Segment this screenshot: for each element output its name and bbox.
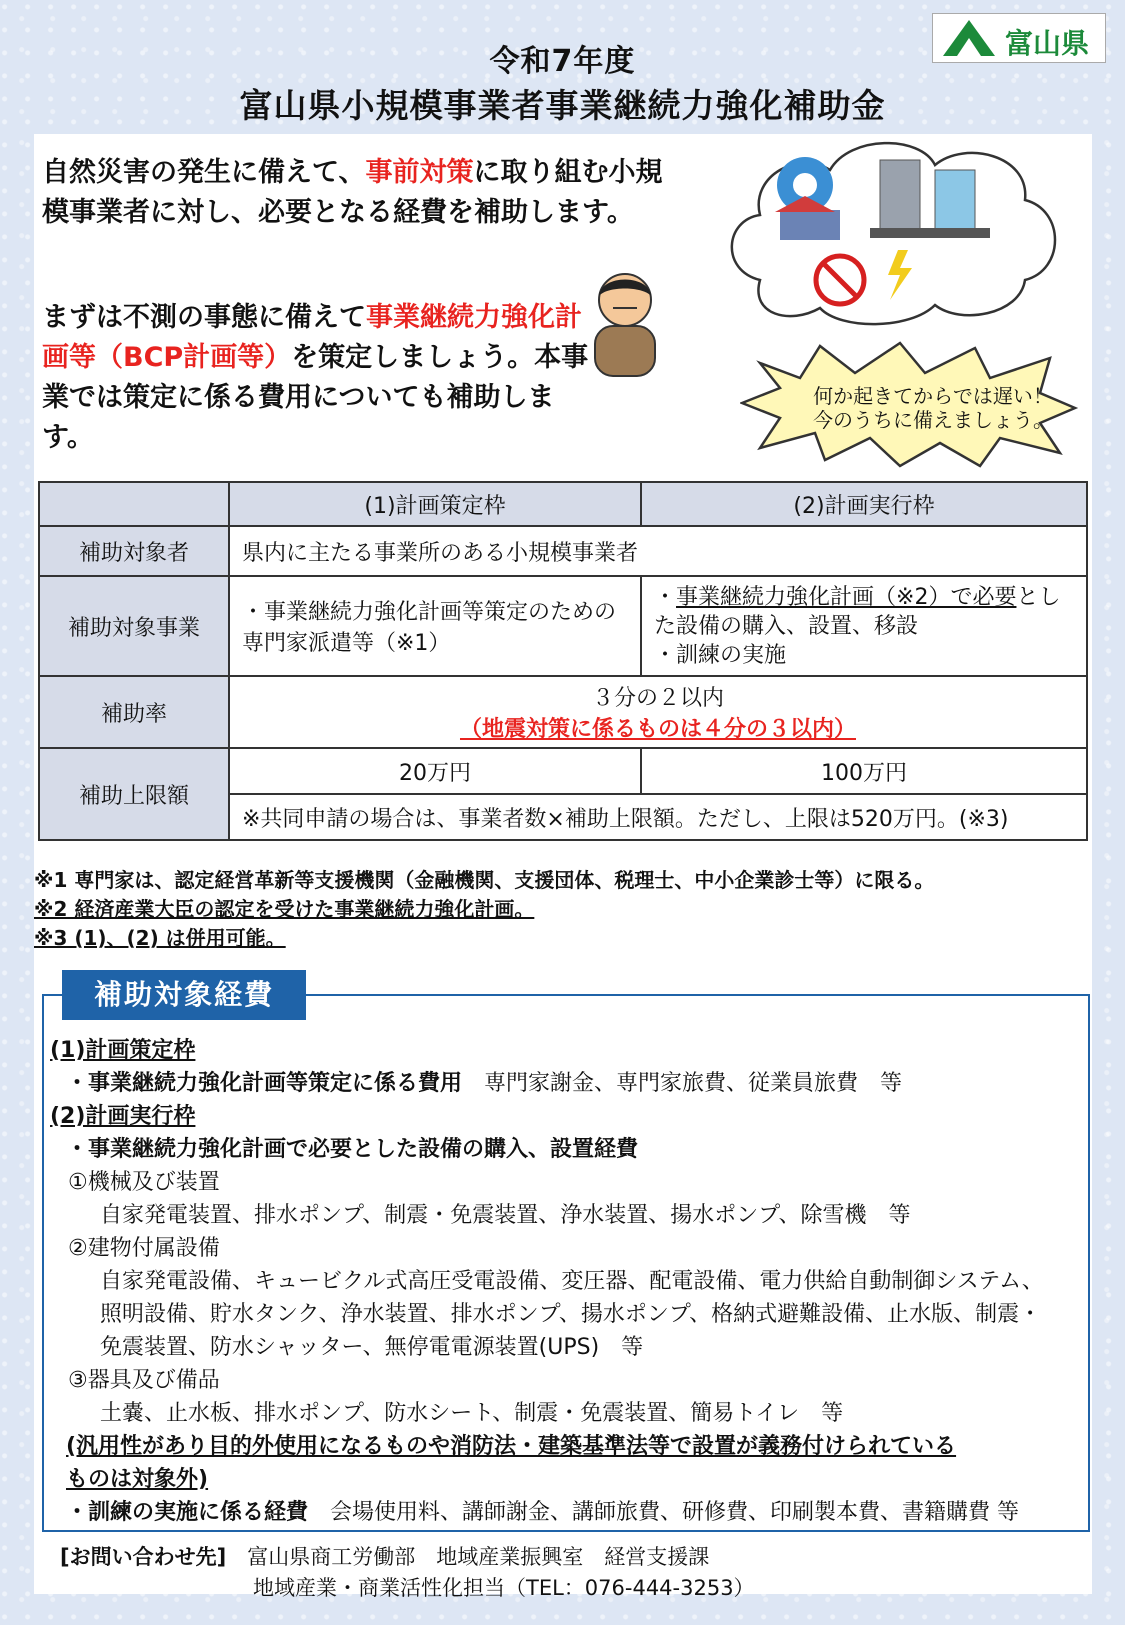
contact-line-1: [お問い合わせ先] 富山県商工労働部 地域産業振興室 経営支援課 [60,1545,710,1569]
exp-sub-3: ③器具及び備品 [68,1368,220,1393]
exp-sub-2-items-3: 免震装置、防水シャッター、無停電電源装置(UPS) 等 [100,1335,644,1360]
col-plan-formulation: (1)計画策定枠 [229,482,641,526]
logo-text: 富山県 [1005,27,1090,60]
row-label-eligible: 補助対象者 [39,526,229,576]
fiscal-year: 令和7年度 [489,44,636,79]
exp-sub-2-items-1: 自家発電設備、キュービクル式高圧受電設備、変圧器、配電設備、電力供給自動制御システム、 [100,1269,1044,1294]
footnote-3: ※3 (1)、(2) は併用可能。 [34,926,286,950]
exp-exclusion-1: (汎用性があり目的外使用になるものや消防法・建築基準法等で設置が義務付けられている [66,1434,957,1459]
row-label-rate: 補助率 [39,676,229,748]
row-label-projects: 補助対象事業 [39,576,229,676]
exp-item-1: ・事業継続力強化計画等策定に係る費用 専門家謝金、専門家旅費、従業員旅費 等 [66,1071,903,1096]
exp-heading-2: (2)計画実行枠 [50,1104,196,1129]
project-plan-execution: ・事業継続力強化計画（※2）で必要とした設備の購入、設置、移設 ・訓練の実施 [641,576,1087,676]
col-plan-execution: (2)計画実行枠 [641,482,1087,526]
limit-joint-note: ※共同申請の場合は、事業者数×補助上限額。ただし、上限は520万円。(※3) [229,794,1087,840]
contact-line-2: 地域産業・商業活性化担当（TEL：076-444-3253） [253,1576,755,1600]
eligible-value: 県内に主たる事業所のある小規模事業者 [229,526,1087,576]
exp-heading-1: (1)計画策定枠 [50,1038,196,1063]
worried-person-illustration [585,268,665,378]
callout-text: 何か起きてからでは遅い！ 今のうちに備えましょう。 [813,384,1053,432]
exp-exclusion-2: ものは対象外) [66,1467,209,1492]
subsidy-rate: ３分の２以内 （地震対策に係るものは４分の３以内） [229,676,1087,748]
exp-sub-1: ①機械及び装置 [68,1170,220,1195]
earthquake-rate: （地震対策に係るものは４分の３以内） [459,717,856,742]
exp-sub-2-items-2: 照明設備、貯水タンク、浄水装置、排水ポンプ、揚水ポンプ、格納式避難設備、止水版、制震・ [100,1302,1042,1327]
exp-item-2: ・事業継続力強化計画で必要とした設備の購入、設置経費 [66,1137,639,1162]
page-title: 富山県小規模事業者事業継続力強化補助金 [239,86,886,125]
thought-cloud-illustration [720,130,1070,330]
intro-paragraph-2: まずは不測の事態に備えて事業継続力強化計画等（BCP計画等）を策定しましょう。本事業では策定に係る費用についても補助します。 [42,302,589,453]
exp-sub-2: ②建物付属設備 [68,1236,220,1261]
row-label-limit: 補助上限額 [39,748,229,840]
exp-sub-3-items: 土嚢、止水板、排水ポンプ、防水シート、制震・免震装置、簡易トイレ 等 [100,1401,844,1426]
exp-training: ・訓練の実施に係る経費 会場使用料、講師謝金、講師旅費、研修費、印刷製本費、書籍購費 等 [66,1500,1020,1525]
subsidy-table [38,481,1088,841]
footnotes [34,866,934,953]
footnote-2: ※2 経済産業大臣の認定を受けた事業継続力強化計画。 [34,897,535,921]
intro-paragraph-1: 自然災害の発生に備えて、事前対策に取り組む小規模事業者に対し、必要となる経費を補助します。 [42,157,663,228]
footnote-1: ※1 専門家は、認定経営革新等支援機関（金融機関、支援団体、税理士、中小企業診士等）に限る。 [34,868,935,892]
expenses-tag: 補助対象経費 [62,970,306,1020]
limit-plan-execution: 100万円 [641,748,1087,794]
limit-plan-formulation: 20万円 [229,748,641,794]
project-plan-formulation: ・事業継続力強化計画等策定のための専門家派遣等（※1） [229,576,641,676]
exp-sub-1-items: 自家発電装置、排水ポンプ、制震・免震装置、浄水装置、揚水ポンプ、除雪機 等 [100,1203,911,1228]
